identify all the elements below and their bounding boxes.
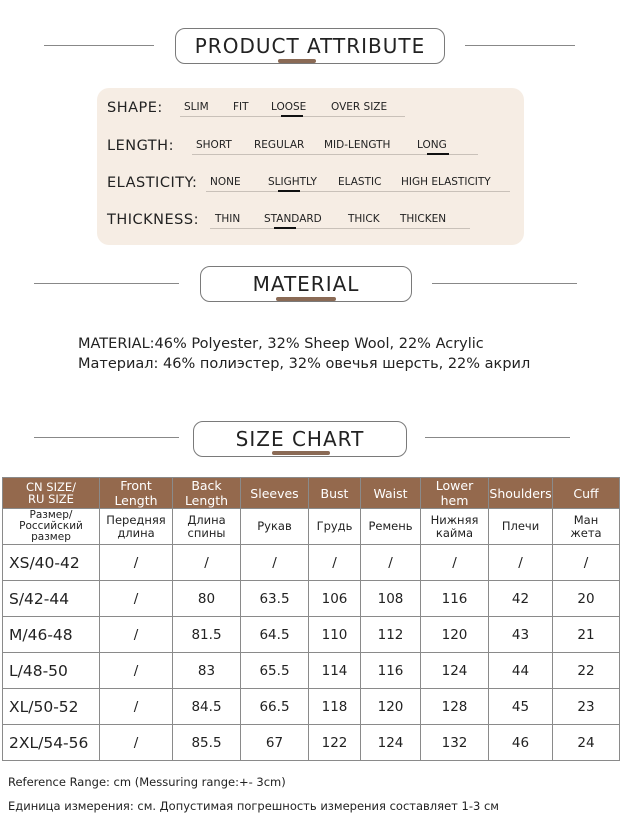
table-header-cell: Front Length (100, 478, 173, 509)
attribute-label: THICKNESS: (107, 212, 199, 228)
table-cell: 84.5 (173, 689, 241, 725)
table-cell: 2XL/54-56 (3, 725, 100, 761)
table-cell: S/42-44 (3, 581, 100, 617)
attribute-option: NONE (210, 176, 241, 188)
attribute-scale-line (210, 228, 470, 229)
table-cell: 120 (361, 689, 421, 725)
material-title-accent (276, 297, 336, 301)
attribute-option: THICKEN (400, 213, 447, 225)
table-cell: 114 (309, 653, 361, 689)
table-cell: 46 (489, 725, 553, 761)
divider-left (34, 437, 179, 438)
table-cell: 116 (421, 581, 489, 617)
attribute-scale-line (206, 191, 510, 192)
table-row (3, 653, 620, 689)
attribute-option: FIT (233, 101, 249, 113)
table-cell: / (553, 545, 620, 581)
table-cell: 22 (553, 653, 620, 689)
table-header-cell: Ман жета (553, 509, 620, 545)
table-cell: / (100, 689, 173, 725)
attribute-selected-marker (281, 115, 303, 117)
table-cell: 42 (489, 581, 553, 617)
attribute-option: SLIGHTLY (268, 176, 317, 188)
table-cell: XS/40-42 (3, 545, 100, 581)
table-header-cell: Ремень (361, 509, 421, 545)
table-row (3, 581, 620, 617)
table-header-cell: Нижняя кайма (421, 509, 489, 545)
table-cell: 118 (309, 689, 361, 725)
table-cell: 124 (421, 653, 489, 689)
footer-ru: Единица измерения: см. Допустимая погрешность измерения составляет 1-3 см (8, 799, 499, 813)
attribute-option: ELASTIC (338, 176, 382, 188)
material-title-text: MATERIAL (252, 272, 360, 296)
table-cell: / (100, 617, 173, 653)
table-cell: / (421, 545, 489, 581)
material-en: MATERIAL:46% Polyester, 32% Sheep Wool, 22% Acrylic (78, 336, 484, 352)
table-cell: / (361, 545, 421, 581)
attribute-title-text: PRODUCT ATTRIBUTE (194, 34, 426, 58)
table-cell: 64.5 (241, 617, 309, 653)
attribute-title-accent (278, 59, 316, 63)
table-cell: / (100, 581, 173, 617)
table-cell: 20 (553, 581, 620, 617)
table-cell: 44 (489, 653, 553, 689)
attribute-selected-marker (278, 190, 300, 192)
table-cell: 23 (553, 689, 620, 725)
table-header-cell: Waist (361, 478, 421, 509)
footer-en: Reference Range: cm (Messuring range:+- 3cm) (8, 775, 286, 789)
divider-left (34, 283, 179, 284)
size-table (2, 477, 620, 761)
attribute-option: THIN (215, 213, 241, 225)
size-title-accent (272, 451, 330, 455)
attribute-option: REGULAR (254, 139, 305, 151)
table-header-row (3, 478, 620, 509)
divider-right (425, 437, 570, 438)
table-cell: 132 (421, 725, 489, 761)
table-cell: / (309, 545, 361, 581)
attribute-label: SHAPE: (107, 100, 163, 116)
table-row (3, 689, 620, 725)
attribute-selected-marker (427, 153, 449, 155)
table-cell: / (173, 545, 241, 581)
table-cell: 80 (173, 581, 241, 617)
table-header-cell: Bust (309, 478, 361, 509)
table-cell: 128 (421, 689, 489, 725)
table-header-cell: Sleeves (241, 478, 309, 509)
table-cell: L/48-50 (3, 653, 100, 689)
size-title-text: SIZE CHART (235, 427, 365, 451)
divider-right (465, 45, 575, 46)
attribute-option: MID-LENGTH (324, 139, 391, 151)
attribute-option: HIGH ELASTICITY (401, 176, 491, 188)
table-cell: M/46-48 (3, 617, 100, 653)
table-cell: / (100, 545, 173, 581)
table-cell: 108 (361, 581, 421, 617)
table-header-cell: Размер/ Российский размер (3, 509, 100, 545)
table-cell: 63.5 (241, 581, 309, 617)
table-cell: 45 (489, 689, 553, 725)
attribute-option: SHORT (196, 139, 232, 151)
divider-left (44, 45, 154, 46)
divider-right (432, 283, 577, 284)
table-header-cell: Плечи (489, 509, 553, 545)
table-cell: 106 (309, 581, 361, 617)
table-cell: 116 (361, 653, 421, 689)
table-cell: 66.5 (241, 689, 309, 725)
table-cell: 110 (309, 617, 361, 653)
table-header-row-ru (3, 509, 620, 545)
attribute-option: OVER SIZE (331, 101, 388, 113)
attribute-option: LOOSE (271, 101, 307, 113)
table-cell: 65.5 (241, 653, 309, 689)
table-cell: 124 (361, 725, 421, 761)
table-cell: / (241, 545, 309, 581)
attribute-option: LONG (417, 139, 447, 151)
attribute-selected-marker (274, 227, 296, 229)
table-cell: 67 (241, 725, 309, 761)
table-header-cell: Передняя длина (100, 509, 173, 545)
table-header-cell: Lower hem (421, 478, 489, 509)
table-row (3, 725, 620, 761)
table-cell: / (100, 653, 173, 689)
table-cell: 43 (489, 617, 553, 653)
table-cell: 81.5 (173, 617, 241, 653)
table-cell: XL/50-52 (3, 689, 100, 725)
table-row (3, 545, 620, 581)
table-cell: 85.5 (173, 725, 241, 761)
table-header-cell: Длина спины (173, 509, 241, 545)
table-cell: / (489, 545, 553, 581)
table-header-cell: Грудь (309, 509, 361, 545)
table-header-cell: Shoulders (489, 478, 553, 509)
attribute-option: STANDARD (264, 213, 322, 225)
table-cell: 21 (553, 617, 620, 653)
table-cell: 83 (173, 653, 241, 689)
table-cell: 122 (309, 725, 361, 761)
table-cell: 120 (421, 617, 489, 653)
attribute-option: SLIM (184, 101, 209, 113)
material-ru: Материал: 46% полиэстер, 32% овечья шерсть, 22% акрил (78, 356, 531, 372)
table-row (3, 617, 620, 653)
attribute-option: THICK (348, 213, 380, 225)
table-cell: / (100, 725, 173, 761)
attribute-label: LENGTH: (107, 138, 174, 154)
table-header-cell: Back Length (173, 478, 241, 509)
table-header-cell: Cuff (553, 478, 620, 509)
table-cell: 24 (553, 725, 620, 761)
table-header-cell: Рукав (241, 509, 309, 545)
attribute-label: ELASTICITY: (107, 175, 198, 191)
table-cell: 112 (361, 617, 421, 653)
table-header-cell: CN SIZE/ RU SIZE (3, 478, 100, 509)
